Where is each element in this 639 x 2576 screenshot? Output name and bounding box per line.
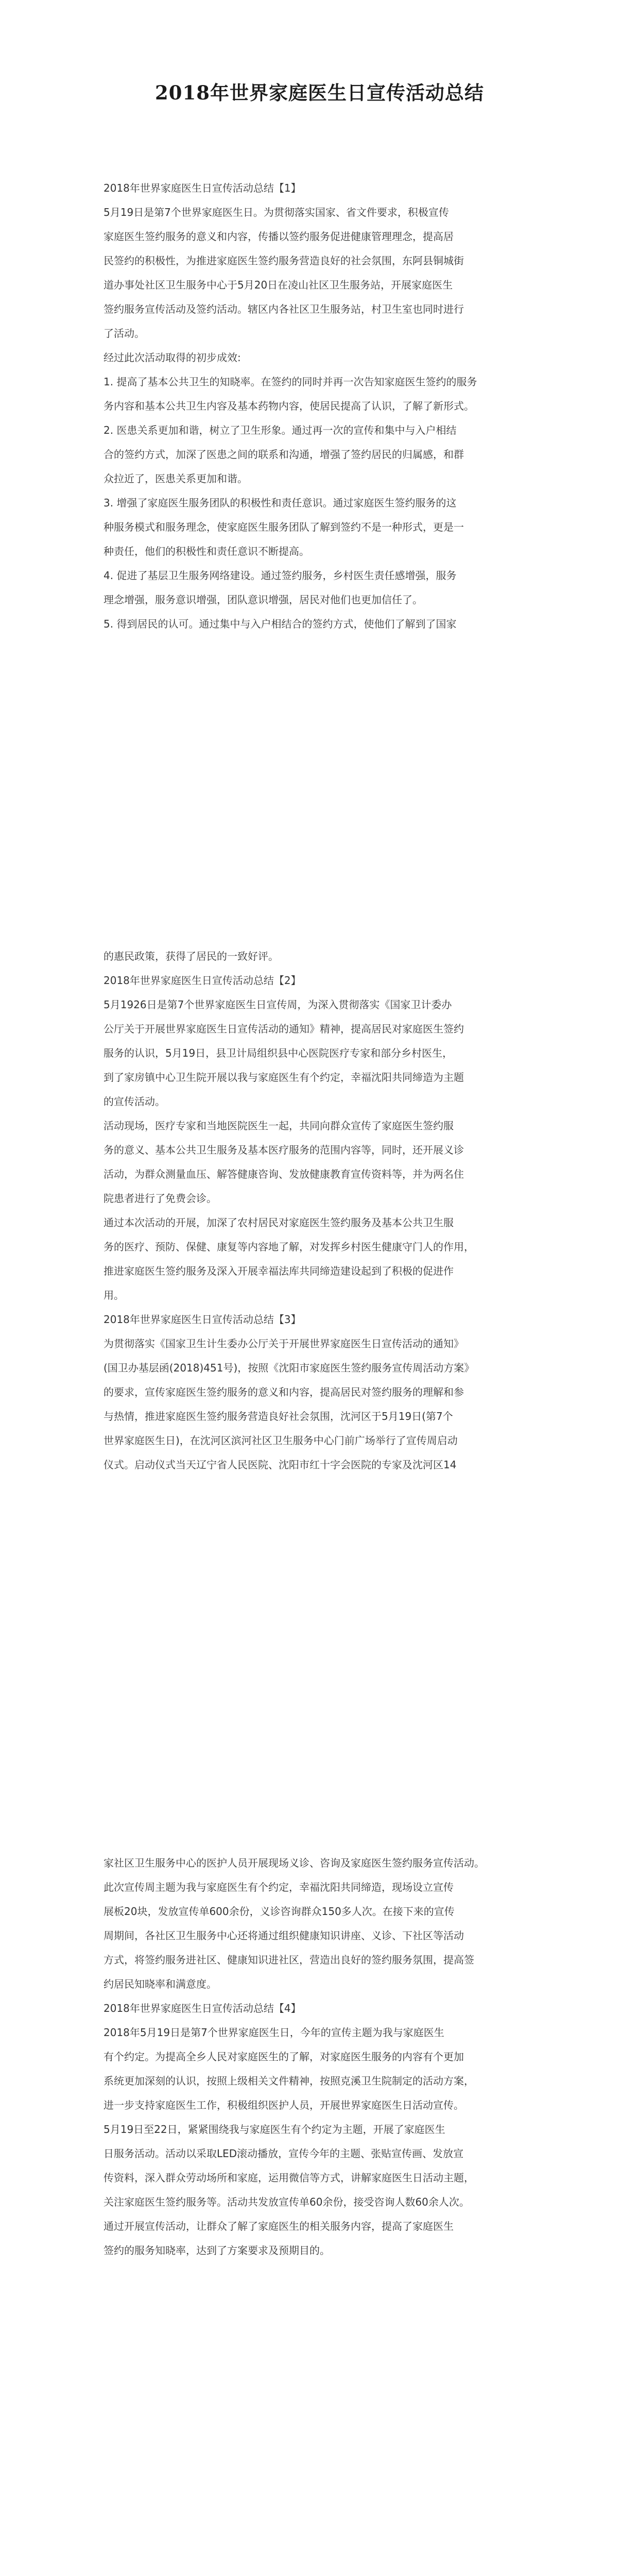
text-line: 系统更加深刻的认识，按照上级相关文件精神，按照克溪卫生院制定的活动方案， bbox=[103, 2075, 474, 2087]
text-line: 1. 提高了基本公共卫生的知晓率。在签约的同时并再一次告知家庭医生签约的服务 bbox=[103, 376, 477, 388]
text-line: 5月19日是第7个世界家庭医生日。为贯彻落实国家、省文件要求，积极宣传 bbox=[103, 206, 449, 218]
text-line: 务的意义、基本公共卫生服务及基本医疗服务的范围内容等，同时，还开展义诊 bbox=[103, 1144, 464, 1156]
text-line: 的惠民政策，获得了居民的一致好评。 bbox=[103, 950, 279, 962]
text-line: 民签约的积极性，为推进家庭医生签约服务营造良好的社会氛围，东阿县铜城街 bbox=[103, 255, 464, 267]
text-line: 周期间，各社区卫生服务中心还将通过组织健康知识讲座、义诊、下社区等活动 bbox=[103, 1929, 464, 1942]
text-line: 签约的服务知晓率，达到了方案要求及预期目的。 bbox=[103, 2244, 330, 2257]
section-heading: 2018年世界家庭医生日宣传活动总结【4】 bbox=[103, 2002, 301, 2014]
section-1-continued bbox=[96, 944, 543, 969]
section-4 bbox=[96, 1996, 543, 2263]
text-line: 通过开展宣传活动，让群众了解了家庭医生的相关服务内容，提高了家庭医生 bbox=[103, 2220, 454, 2232]
section-body bbox=[96, 1332, 543, 1477]
text-line: 理念增强，服务意识增强，团队意识增强，居民对他们也更加信任了。 bbox=[103, 594, 423, 606]
text-line: 家庭医生签约服务的意义和内容，传播以签约服务促进健康管理理念，提高居 bbox=[103, 230, 454, 243]
section-1 bbox=[96, 176, 543, 636]
section-3-continued bbox=[96, 1851, 543, 1996]
text-line: 5月1926日是第7个世界家庭医生日宣传周，为深入贯彻落实《国家卫计委办 bbox=[103, 998, 452, 1011]
text-line: 签约服务宣传活动及签约活动。辖区内各社区卫生服务站，村卫生室也同时进行 bbox=[103, 303, 464, 315]
text-line: 院患者进行了免费会诊。 bbox=[103, 1192, 217, 1205]
text-line: 众拉近了，医患关系更加和谐。 bbox=[103, 472, 248, 485]
text-line: 的宣传活动。 bbox=[103, 1095, 165, 1108]
text-line: 方式，将签约服务进社区、健康知识进社区，营造出良好的签约服务氛围，提高签 bbox=[103, 1954, 474, 1966]
text-line: 此次宣传周主题为我与家庭医生有个约定，幸福沈阳共同缔造，现场设立宣传 bbox=[103, 1881, 454, 1893]
text-line: 种服务模式和服务理念，使家庭医生服务团队了解到签约不是一种形式，更是一 bbox=[103, 521, 464, 533]
text-line: 经过此次活动取得的初步成效: bbox=[103, 351, 241, 364]
text-line: 4. 促进了基层卫生服务网络建设。通过签约服务，乡村医生责任感增强，服务 bbox=[103, 569, 457, 582]
text-line: 有个约定。为提高全乡人民对家庭医生的了解，对家庭医生服务的内容有个更加 bbox=[103, 2050, 464, 2063]
text-line: 进一步支持家庭医生工作，积极组织医护人员，开展世界家庭医生日活动宣传。 bbox=[103, 2099, 464, 2111]
text-line: 3. 增强了家庭医生服务团队的积极性和责任意识。通过家庭医生签约服务的这 bbox=[103, 497, 457, 509]
text-line: 2018年5月19日是第7个世界家庭医生日，今年的宣传主题为我与家庭医生 bbox=[103, 2026, 444, 2039]
section-body bbox=[96, 1851, 543, 1996]
section-body bbox=[96, 200, 543, 636]
section-heading: 2018年世界家庭医生日宣传活动总结【1】 bbox=[103, 182, 301, 194]
document-title: 2018年世界家庭医生日宣传活动总结 bbox=[155, 81, 484, 104]
text-line: 为贯彻落实《国家卫生计生委办公厅关于开展世界家庭医生日宣传活动的通知》 bbox=[103, 1337, 464, 1350]
text-line: 仪式。启动仪式当天辽宁省人民医院、沈阳市红十字会医院的专家及沈河区14 bbox=[103, 1459, 457, 1471]
text-line: 到了家房镇中心卫生院开展以我与家庭医生有个约定，幸福沈阳共同缔造为主题 bbox=[103, 1071, 464, 1083]
text-line: 日服务活动。活动以采取LED滚动播放，宣传今年的主题、张贴宣传画、发放宣 bbox=[103, 2147, 464, 2160]
text-line: 道办事处社区卫生服务中心于5月20日在凌山社区卫生服务站，开展家庭医生 bbox=[103, 279, 453, 291]
section-2 bbox=[96, 969, 543, 1308]
text-line: 推进家庭医生签约服务及深入开展幸福法库共同缔造建设起到了积极的促进作 bbox=[103, 1265, 454, 1277]
section-body bbox=[96, 2021, 543, 2263]
text-line: 活动，为群众测量血压、解答健康咨询、发放健康教育宣传资料等，并为两名住 bbox=[103, 1168, 464, 1180]
text-line: 与热情，推进家庭医生签约服务营造良好社会氛围，沈河区于5月19日(第7个 bbox=[103, 1410, 453, 1422]
text-line: (国卫办基层函(2018)451号)，按照《沈阳市家庭医生签约服务宣传周活动方案》 bbox=[103, 1362, 475, 1374]
text-line: 通过本次活动的开展，加深了农村居民对家庭医生签约服务及基本公共卫生服 bbox=[103, 1216, 454, 1229]
text-line: 约居民知晓率和满意度。 bbox=[103, 1978, 217, 1990]
text-line: 家社区卫生服务中心的医护人员开展现场义诊、咨询及家庭医生签约服务宣传活动。 bbox=[103, 1857, 485, 1869]
section-body bbox=[96, 993, 543, 1308]
text-line: 关注家庭医生签约服务等。活动共发放宣传单60余份，接受咨询人数60余人次。 bbox=[103, 2196, 470, 2208]
text-line: 传资料，深入群众劳动场所和家庭，运用微信等方式，讲解家庭医生日活动主题， bbox=[103, 2172, 474, 2184]
text-line: 世界家庭医生日)，在沈河区滨河社区卫生服务中心门前广场举行了宣传周启动 bbox=[103, 1434, 458, 1447]
text-line: 合的签约方式，加深了医患之间的联系和沟通，增强了签约居民的归属感，和群 bbox=[103, 448, 464, 461]
section-body bbox=[96, 944, 543, 969]
text-line: 种责任，他们的积极性和责任意识不断提高。 bbox=[103, 545, 309, 557]
text-line: 服务的认识，5月19日，县卫计局组织县中心医院医疗专家和部分乡村医生， bbox=[103, 1047, 453, 1059]
section-3 bbox=[96, 1308, 543, 1477]
text-line: 展板20块，发放宣传单600余份，义诊咨询群众150多人次。在接下来的宣传 bbox=[103, 1905, 455, 1918]
section-heading: 2018年世界家庭医生日宣传活动总结【3】 bbox=[103, 1313, 301, 1326]
text-line: 5月19日至22日，紧紧围绕我与家庭医生有个约定为主题，开展了家庭医生 bbox=[103, 2123, 445, 2136]
text-line: 了活动。 bbox=[103, 327, 145, 340]
text-line: 务内容和基本公共卫生内容及基本药物内容，使居民提高了认识，了解了新形式。 bbox=[103, 400, 474, 412]
text-line: 的要求，宣传家庭医生签约服务的意义和内容，提高居民对签约服务的理解和参 bbox=[103, 1386, 464, 1398]
text-line: 务的医疗、预防、保健、康复等内容地了解，对发挥乡村医生健康守门人的作用， bbox=[103, 1241, 474, 1253]
text-line: 5. 得到居民的认可。通过集中与入户相结合的签约方式，使他们了解到了国家 bbox=[103, 618, 457, 630]
text-line: 活动现场，医疗专家和当地医院医生一起，共同向群众宣传了家庭医生签约服 bbox=[103, 1120, 454, 1132]
text-line: 2. 医患关系更加和谐，树立了卫生形象。通过再一次的宣传和集中与入户相结 bbox=[103, 424, 457, 436]
text-line: 公厅关于开展世界家庭医生日宣传活动的通知》精神，提高居民对家庭医生签约 bbox=[103, 1023, 464, 1035]
section-heading: 2018年世界家庭医生日宣传活动总结【2】 bbox=[103, 974, 301, 987]
text-line: 用。 bbox=[103, 1289, 124, 1301]
